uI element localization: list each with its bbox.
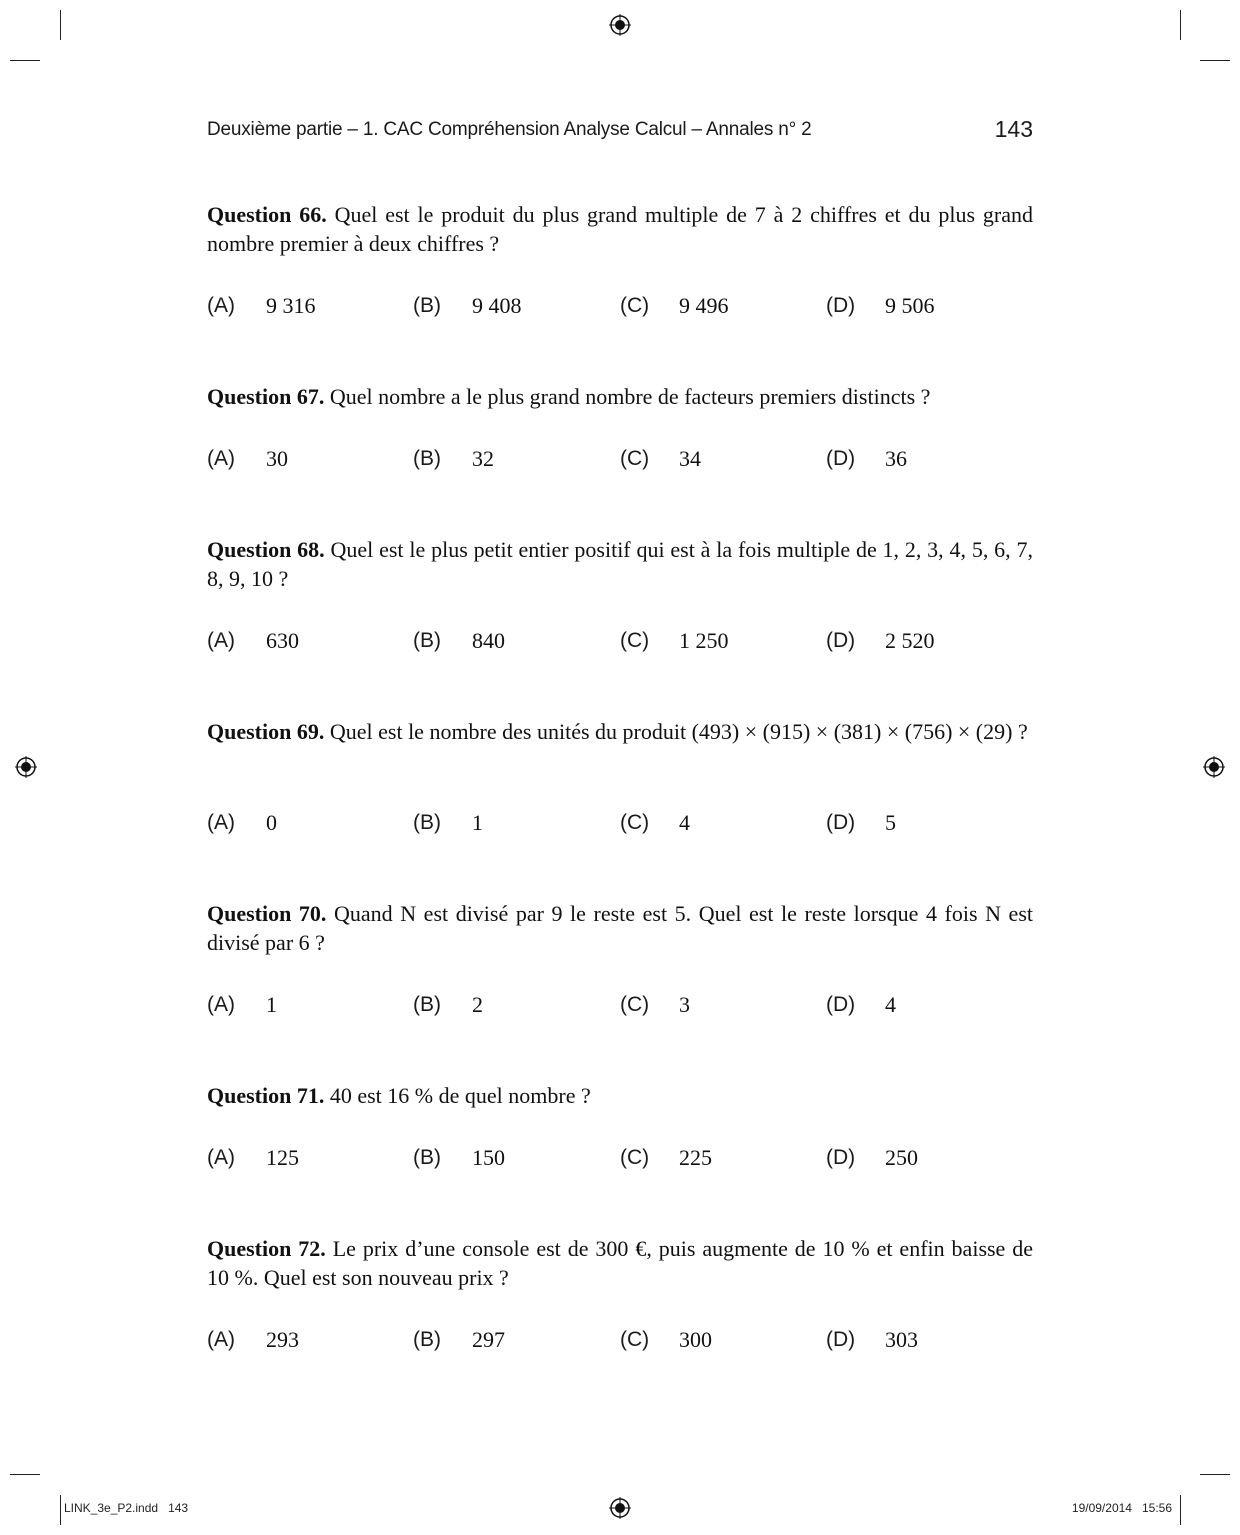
choice-letter: (C) (620, 811, 650, 834)
choice-letter: (A) (207, 1146, 235, 1169)
crop-mark (60, 10, 61, 40)
answer-choices (207, 293, 1033, 323)
choice-value: 4 (885, 992, 896, 1017)
question-text (207, 1082, 1033, 1111)
question-label: Question 72. (207, 1236, 326, 1261)
question-body: 40 est 16 % de quel nombre ? (329, 1083, 591, 1108)
choice-letter: (C) (620, 1328, 650, 1351)
choice-value: 303 (885, 1327, 918, 1352)
choice-letter: (A) (207, 811, 235, 834)
choice-letter: (C) (620, 447, 650, 470)
answer-choices (207, 1145, 1033, 1175)
choice-value: 225 (679, 1145, 712, 1170)
choice-value: 0 (266, 810, 277, 835)
question-body: Quel est le plus petit entier positif qui est à la fois multiple de 1, 2, 3, 4, 5, 6, 7, 8, 9, 10 ? (207, 537, 1033, 591)
question-body: Quand N est divisé par 9 le reste est 5. Quel est le reste lorsque 4 fois N est divisé par 6 ? (207, 901, 1033, 955)
question-72 (207, 1235, 1034, 1352)
choice-letter: (B) (413, 294, 441, 317)
choice-value: 297 (472, 1327, 505, 1352)
choice-value: 1 (472, 810, 483, 835)
question-body: Quel nombre a le plus grand nombre de facteurs premiers distincts ? (329, 384, 931, 409)
choice-value: 840 (472, 628, 505, 653)
choice-letter: (B) (413, 1146, 441, 1169)
crop-mark (1200, 60, 1230, 61)
crop-mark (1200, 1474, 1230, 1475)
crop-mark (10, 1474, 40, 1475)
choice-value: 9 496 (679, 293, 729, 318)
choice-value: 1 250 (679, 628, 729, 653)
question-label: Question 70. (207, 901, 327, 926)
question-body: Quel est le produit du plus grand multiple de 7 à 2 chiffres et du plus grand nombre premier à deux chiffres ? (207, 202, 1033, 256)
crop-mark (1180, 1495, 1181, 1525)
choice-letter: (D) (826, 993, 856, 1016)
question-67 (207, 383, 1033, 471)
choice-letter: (A) (207, 447, 235, 470)
choice-letter: (A) (207, 629, 235, 652)
print-timestamp: 19/09/2014 15:56 (1071, 1501, 1172, 1515)
question-label: Question 68. (207, 537, 325, 562)
choice-value: 2 (472, 992, 483, 1017)
crop-mark (60, 1495, 61, 1525)
choice-letter: (A) (207, 993, 235, 1016)
question-text (207, 201, 1033, 258)
question-text (207, 536, 1033, 593)
choice-letter: (D) (826, 811, 856, 834)
answer-choices (207, 628, 1033, 658)
crop-mark (1180, 10, 1181, 40)
question-text (207, 383, 1033, 412)
choice-letter: (D) (826, 1146, 856, 1169)
choice-letter: (D) (826, 447, 856, 470)
choice-letter: (B) (413, 993, 441, 1016)
choice-value: 300 (679, 1327, 712, 1352)
question-69 (207, 718, 1033, 835)
choice-letter: (D) (826, 294, 856, 317)
answer-choices (207, 446, 1033, 476)
choice-letter: (C) (620, 629, 650, 652)
question-label: Question 71. (207, 1083, 325, 1108)
choice-value: 36 (885, 446, 907, 471)
choice-letter: (A) (207, 1328, 235, 1351)
registration-mark-icon (609, 1497, 631, 1519)
question-label: Question 69. (207, 719, 325, 744)
choice-value: 32 (472, 446, 494, 471)
crop-mark (10, 60, 40, 61)
choice-value: 34 (679, 446, 701, 471)
question-70 (207, 900, 1033, 1017)
question-71 (207, 1082, 1033, 1170)
choice-value: 9 506 (885, 293, 935, 318)
registration-mark-icon (609, 14, 631, 36)
choice-value: 1 (266, 992, 277, 1017)
question-text (207, 1235, 1033, 1292)
running-title: Deuxième partie – 1. CAC Compréhension Analyse Calcul – Annales n° 2 (207, 119, 812, 140)
choice-value: 4 (679, 810, 690, 835)
choice-letter: (A) (207, 294, 235, 317)
choice-value: 9 408 (472, 293, 522, 318)
choice-letter: (D) (826, 629, 856, 652)
question-label: Question 66. (207, 202, 327, 227)
choice-letter: (B) (413, 1328, 441, 1351)
page-number: 143 (994, 116, 1033, 142)
choice-value: 3 (679, 992, 690, 1017)
file-slug: LINK_3e_P2.indd 143 (64, 1501, 189, 1515)
question-text (207, 900, 1033, 957)
answer-choices (207, 1327, 1033, 1357)
registration-mark-icon (15, 756, 37, 778)
question-body: Quel est le nombre des unités du produit (493) × (915) × (381) × (756) × (29) ? (329, 719, 1028, 744)
choice-letter: (C) (620, 1146, 650, 1169)
choice-letter: (B) (413, 447, 441, 470)
question-68 (207, 536, 1033, 653)
choice-letter: (C) (620, 294, 650, 317)
question-66 (207, 201, 1033, 318)
choice-value: 2 520 (885, 628, 935, 653)
running-head (207, 116, 1033, 146)
answer-choices (207, 992, 1033, 1022)
choice-value: 150 (472, 1145, 505, 1170)
choice-value: 30 (266, 446, 288, 471)
answer-choices (207, 810, 1033, 840)
choice-letter: (B) (413, 811, 441, 834)
choice-letter: (C) (620, 993, 650, 1016)
choice-value: 125 (266, 1145, 299, 1170)
choice-letter: (B) (413, 629, 441, 652)
choice-value: 5 (885, 810, 896, 835)
choice-value: 250 (885, 1145, 918, 1170)
question-label: Question 67. (207, 384, 325, 409)
choice-letter: (D) (826, 1328, 856, 1351)
registration-mark-icon (1203, 756, 1225, 778)
choice-value: 630 (266, 628, 299, 653)
choice-value: 9 316 (266, 293, 316, 318)
question-body: Le prix d’une console est de 300 €, puis augmente de 10 % et enfin baisse de 10 %. Quel est son nouveau prix ? (207, 1236, 1034, 1290)
choice-value: 293 (266, 1327, 299, 1352)
question-text (207, 718, 1033, 747)
